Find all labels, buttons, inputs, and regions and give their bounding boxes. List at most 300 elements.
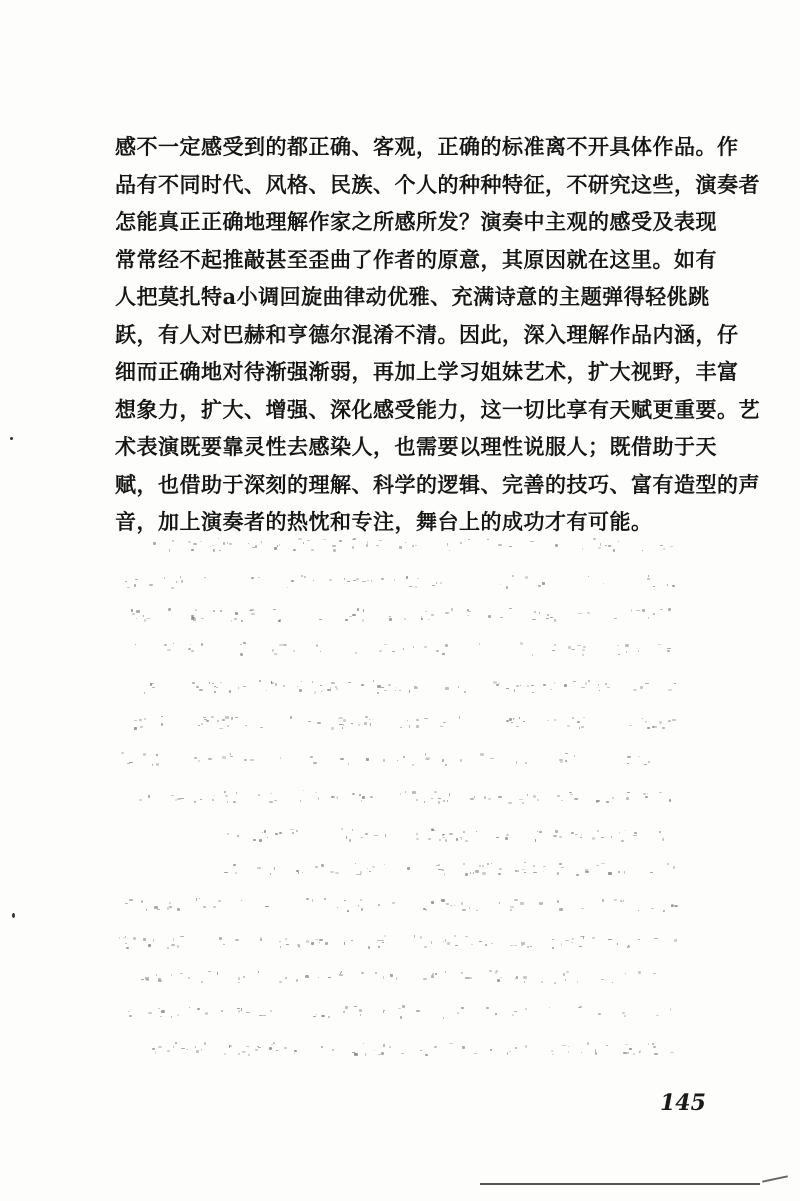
bleed-through-band [115, 608, 700, 622]
speck [490, 1049, 492, 1050]
speck [352, 546, 355, 549]
speck [449, 793, 450, 795]
speck [653, 586, 655, 587]
speck [293, 549, 296, 551]
speck [258, 971, 259, 973]
speck [205, 1012, 208, 1014]
bleed-through-band [115, 716, 700, 730]
speck [662, 838, 664, 841]
speck [432, 585, 435, 587]
bleed-through-band [115, 1042, 700, 1056]
speck [500, 617, 504, 619]
speck [461, 1007, 464, 1010]
speck [317, 722, 321, 724]
speck [201, 981, 204, 984]
speck [384, 864, 385, 865]
body-paragraph [115, 128, 760, 541]
speck [509, 1051, 512, 1052]
speck [431, 614, 434, 616]
speck [275, 683, 277, 686]
speck [285, 938, 287, 940]
speck [369, 719, 370, 721]
speck [167, 1050, 171, 1051]
speck [521, 942, 524, 945]
speck [443, 1017, 445, 1019]
speck [140, 726, 143, 728]
speck [655, 726, 658, 728]
speck [274, 800, 277, 801]
speck [197, 1008, 199, 1010]
speck [622, 1012, 626, 1015]
speck [629, 1048, 632, 1050]
speck [455, 945, 459, 946]
speck [427, 759, 429, 760]
speck [628, 945, 630, 948]
speck [287, 587, 288, 588]
speck [581, 726, 584, 729]
speck [668, 689, 672, 691]
speck [500, 584, 501, 586]
speck [509, 546, 513, 548]
speck [510, 909, 512, 911]
speck [612, 982, 613, 983]
speck [128, 1011, 130, 1013]
speck [258, 1047, 261, 1048]
speck [286, 944, 290, 945]
speck [199, 898, 200, 899]
speck [301, 681, 302, 683]
speck [516, 685, 519, 687]
speck [577, 721, 580, 724]
speck [191, 650, 194, 651]
speck [200, 799, 202, 800]
speck [201, 643, 203, 646]
speck [550, 617, 553, 618]
bleed-through-band [115, 898, 700, 912]
speck [212, 683, 215, 684]
paragraph-line: 跃，有人对巴赫和亨德尔混淆不清。因此，深入理解作品内涵，仔 [115, 321, 739, 347]
speck [543, 871, 544, 872]
speck [388, 684, 390, 685]
speck [196, 686, 199, 688]
speck [552, 1054, 554, 1056]
speck [567, 725, 569, 727]
speck [461, 902, 463, 904]
speck [150, 683, 152, 685]
speck [642, 550, 643, 552]
speck [519, 717, 520, 719]
speck [425, 1054, 428, 1056]
speck [148, 795, 150, 798]
speck [160, 1016, 163, 1017]
speck [618, 541, 619, 542]
speck [588, 680, 590, 682]
speck [373, 680, 374, 682]
speck [579, 946, 582, 948]
speck [403, 756, 405, 758]
speck [271, 1044, 273, 1046]
speck [358, 905, 359, 907]
speck [583, 646, 586, 648]
speck [614, 618, 617, 620]
speck [560, 761, 563, 763]
speck [125, 581, 127, 582]
speck [144, 692, 145, 694]
speck [262, 868, 264, 870]
speck [121, 752, 124, 754]
speck [288, 548, 289, 549]
speck [395, 687, 396, 688]
speck [171, 974, 173, 976]
speck [423, 978, 426, 980]
speck [654, 938, 658, 940]
speck [552, 939, 554, 940]
speck [440, 726, 442, 728]
speck [533, 865, 535, 867]
speck [192, 682, 195, 685]
speck [348, 763, 349, 765]
speck [212, 799, 215, 802]
speck [316, 644, 319, 647]
speck [424, 801, 426, 803]
speck [158, 1008, 160, 1009]
speck [415, 586, 416, 588]
speck [505, 837, 509, 840]
speck [579, 727, 580, 729]
speck [522, 802, 524, 804]
speck [537, 792, 538, 794]
speck [476, 831, 478, 832]
speck [213, 906, 216, 907]
speck [343, 719, 347, 721]
speck [280, 946, 282, 948]
speck [607, 687, 610, 688]
speck [409, 725, 410, 728]
speck [507, 1052, 508, 1055]
speck [222, 719, 225, 722]
speck [342, 727, 343, 729]
speck [275, 833, 278, 835]
speck [627, 763, 630, 764]
speck [143, 753, 147, 756]
speck [409, 690, 411, 693]
speck [428, 838, 431, 840]
speck [522, 869, 524, 870]
speck [424, 946, 428, 948]
speck [531, 685, 534, 686]
bleed-through-band [115, 1005, 700, 1019]
speck [351, 940, 353, 941]
speck [638, 650, 639, 652]
speck [360, 874, 362, 875]
speck [613, 549, 615, 552]
speck [339, 540, 342, 542]
speck [553, 835, 557, 837]
speck [132, 613, 135, 615]
speck [298, 872, 299, 873]
speck [314, 691, 316, 694]
speck [141, 900, 144, 903]
speck [668, 720, 671, 722]
speck [177, 945, 180, 948]
speck [234, 618, 237, 621]
speck [456, 838, 458, 841]
speck [269, 801, 273, 803]
speck [608, 939, 612, 940]
speck [344, 900, 346, 902]
speck [272, 649, 274, 652]
speck [201, 618, 204, 619]
speck [279, 832, 282, 833]
paragraph-line: 怎能真正正确地理解作家之所感所发？演奏中主观的感受及表现 [115, 209, 717, 234]
speck [608, 545, 610, 547]
speck [617, 645, 619, 646]
speck [509, 718, 512, 721]
speck [660, 609, 664, 610]
speck [626, 797, 629, 800]
speck [203, 906, 207, 908]
speck [581, 834, 582, 836]
speck [323, 539, 327, 540]
speck [396, 977, 397, 980]
speck [177, 908, 180, 911]
speck [180, 798, 184, 799]
speck [538, 585, 541, 587]
speck [214, 691, 215, 693]
speck [366, 544, 368, 547]
speck [383, 1044, 385, 1047]
speck [367, 541, 369, 544]
speck [449, 550, 451, 552]
speck [366, 758, 369, 760]
speck [447, 800, 448, 802]
speck [479, 865, 481, 867]
speck [460, 542, 462, 544]
speck [648, 575, 650, 577]
speck [337, 796, 338, 799]
speck [487, 539, 490, 541]
paragraph-line: 想象力，扩大、增强、深化感受能力，这一切比享有天赋更重要。艺 [115, 396, 760, 422]
speck [274, 653, 277, 655]
speck [227, 833, 230, 835]
speck [214, 795, 215, 796]
speck [465, 873, 468, 876]
speck [258, 577, 259, 578]
speck [449, 1043, 453, 1044]
speck [302, 872, 303, 873]
speck [673, 866, 676, 869]
speck [638, 910, 640, 912]
speck [372, 866, 376, 867]
speck [447, 942, 450, 944]
speck [541, 981, 544, 982]
speck [510, 906, 514, 908]
speck [238, 1053, 240, 1055]
speck [625, 644, 629, 647]
speck [359, 794, 362, 797]
speck [656, 1015, 659, 1016]
speck [237, 1008, 240, 1009]
speck [633, 835, 636, 836]
speck [406, 576, 409, 579]
speck [349, 839, 351, 842]
speck [570, 794, 573, 796]
speck [627, 1052, 629, 1055]
speck [530, 541, 534, 542]
speck [306, 940, 309, 943]
speck [194, 801, 197, 803]
speck [627, 756, 631, 759]
speck [442, 653, 445, 655]
speck [600, 543, 601, 546]
speck [392, 902, 396, 904]
speck [375, 972, 377, 975]
speck [446, 903, 449, 905]
speck [496, 970, 498, 972]
speck [297, 686, 299, 687]
speck [561, 800, 562, 802]
speck [458, 905, 460, 907]
speck [201, 1049, 202, 1052]
speck [459, 716, 461, 719]
speck [549, 1007, 550, 1009]
speck [265, 906, 269, 907]
speck [237, 835, 239, 837]
speck [645, 683, 648, 684]
speck [343, 724, 345, 726]
speck [433, 830, 436, 831]
speck [127, 587, 130, 589]
speck [177, 1014, 179, 1016]
speck [209, 682, 210, 684]
speck [198, 725, 200, 727]
speck [508, 802, 512, 804]
speck [290, 829, 294, 830]
speck [603, 583, 604, 584]
speck [153, 939, 154, 942]
speck [220, 610, 223, 612]
speck [270, 1010, 272, 1012]
speck [625, 973, 627, 974]
speck [129, 1015, 131, 1018]
speck [416, 1010, 420, 1012]
speck [171, 587, 174, 589]
speck [530, 946, 532, 947]
speck [671, 904, 673, 907]
speck [441, 899, 445, 902]
speck [139, 719, 142, 721]
speck [547, 614, 549, 616]
bleed-through-band [115, 575, 700, 589]
speck [633, 689, 637, 691]
speck [238, 982, 240, 983]
speck [534, 611, 535, 613]
speck [514, 1011, 517, 1012]
speck [445, 687, 449, 690]
speck [246, 1012, 250, 1013]
speck [555, 544, 557, 547]
speck [552, 947, 554, 949]
speck [293, 650, 296, 652]
speck [241, 1008, 242, 1011]
speck [582, 548, 583, 550]
speck [332, 545, 336, 547]
speck [578, 613, 581, 615]
speck [204, 577, 206, 578]
speck [539, 831, 543, 833]
speck [313, 1016, 316, 1018]
paragraph-line: 音，加上演奏者的热忱和专注，舞台上的成功才有可能。 [115, 509, 653, 534]
speck [618, 654, 620, 655]
speck [431, 975, 434, 978]
speck [231, 717, 233, 720]
speck [195, 609, 197, 611]
paragraph-line: 人把莫扎特a小调回旋曲律动优雅、充满诗意的主题弹得轻佻跳 [115, 284, 710, 309]
speck [653, 1046, 656, 1047]
speck [421, 618, 423, 620]
speck [283, 685, 286, 687]
speck [155, 1051, 156, 1054]
speck [361, 837, 364, 838]
speck [624, 871, 625, 874]
paragraph-line: 常常经不起推敲甚至歪曲了作者的原意，其原因就在这里。如有 [115, 246, 717, 272]
speck [634, 832, 637, 833]
speck [551, 1050, 553, 1053]
speck [351, 723, 353, 724]
speck [467, 615, 470, 617]
speck [559, 863, 562, 864]
speck [568, 646, 571, 649]
speck [585, 682, 587, 685]
speck [312, 681, 313, 684]
speck [261, 541, 262, 543]
speck [663, 548, 666, 550]
speck [245, 725, 247, 726]
speck [364, 722, 368, 725]
speck [573, 681, 576, 682]
speck [520, 642, 523, 645]
speck [554, 682, 556, 685]
speck [259, 680, 262, 682]
speck [180, 936, 184, 938]
speck [297, 944, 300, 946]
speck [438, 798, 441, 799]
speck [644, 764, 647, 766]
speck [119, 937, 120, 939]
speck [527, 946, 530, 948]
speck [355, 652, 358, 655]
speck [279, 544, 280, 546]
speck [638, 756, 640, 757]
speck [592, 937, 596, 939]
speck [557, 795, 560, 796]
speck [248, 543, 249, 544]
speck [154, 906, 157, 909]
speck [219, 937, 223, 940]
speck [652, 1043, 655, 1045]
speck [249, 610, 252, 611]
speck [449, 833, 453, 835]
speck [279, 941, 281, 942]
speck [395, 690, 397, 691]
speck [571, 832, 574, 834]
speck [498, 873, 501, 874]
speck [304, 576, 306, 578]
speck [374, 835, 378, 836]
speck [257, 867, 261, 869]
speck [654, 1053, 658, 1055]
speck [266, 690, 267, 692]
